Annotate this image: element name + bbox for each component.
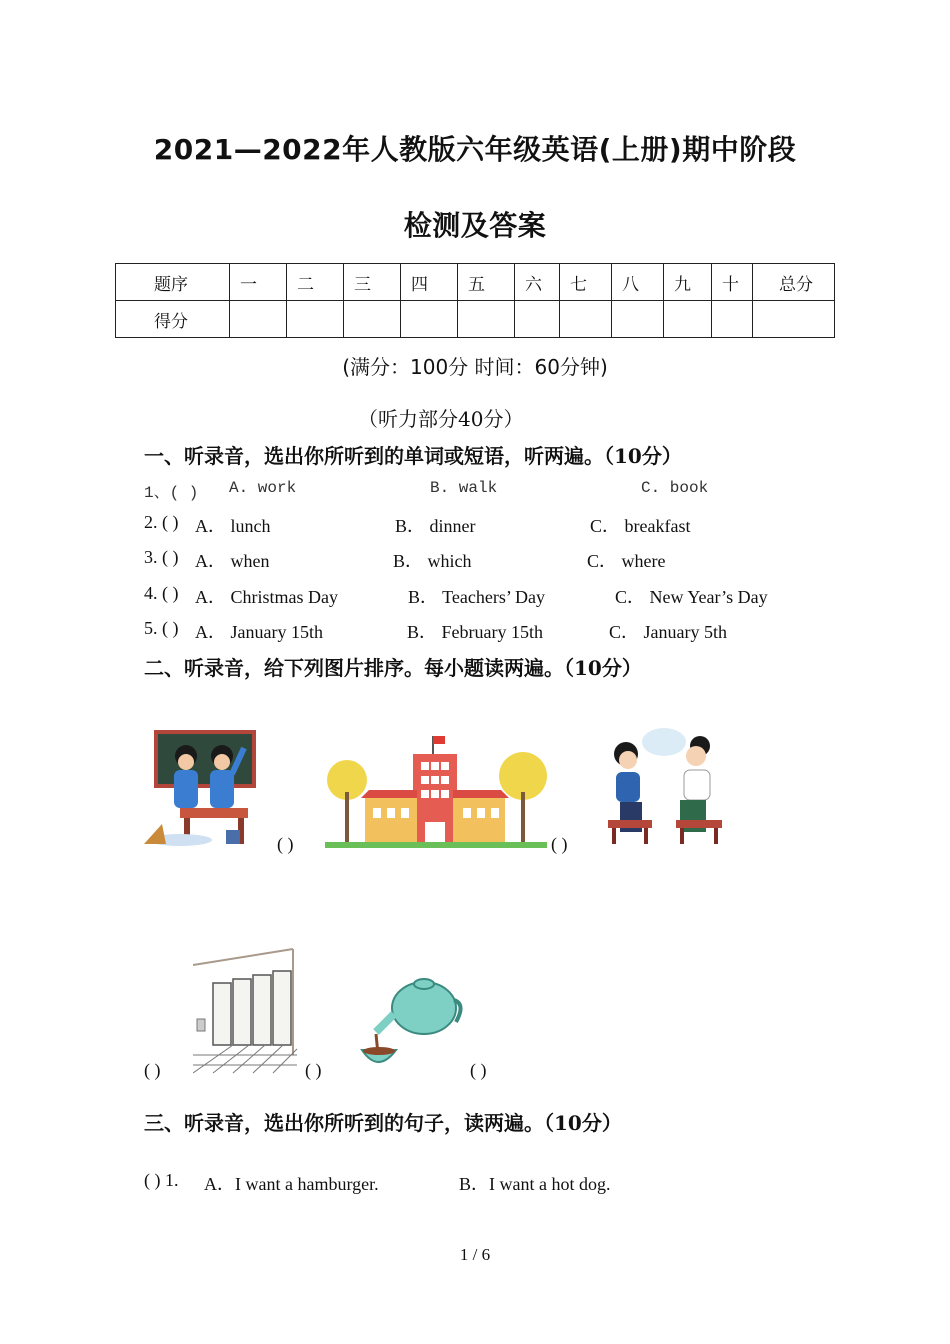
q2-number: 2. ( ) xyxy=(144,512,179,532)
score-cell xyxy=(753,301,835,338)
page-number: 1 / 6 xyxy=(459,1245,491,1264)
score-cell xyxy=(712,301,753,338)
score-cell xyxy=(401,301,458,338)
q3-option-b: B． which xyxy=(393,551,472,571)
header-cell: 一 xyxy=(230,264,287,301)
q1-option-c: C. book xyxy=(641,479,709,497)
q4-number: 4. ( ) xyxy=(144,583,179,603)
restroom-picture xyxy=(193,943,299,1077)
q1-number: 1、( ) xyxy=(144,484,199,502)
q4-option-a: A． Christmas Day xyxy=(195,587,338,607)
picture4-blank[interactable]: ( ) xyxy=(144,1060,161,1080)
score-cell xyxy=(612,301,664,338)
score-cell xyxy=(560,301,612,338)
cleaning-classroom-picture xyxy=(140,728,270,850)
q2-option-a: A． lunch xyxy=(195,516,271,536)
s3-q1-option-b: B．I want a hot dog. xyxy=(459,1174,611,1194)
score-cell xyxy=(344,301,401,338)
header-cell: 八 xyxy=(612,264,664,301)
section2-heading: 二、听录音，给下列图片排序。每小题读两遍。（10分） xyxy=(144,656,642,680)
q2-option-c: C． breakfast xyxy=(590,516,691,536)
score-cell xyxy=(230,301,287,338)
header-cell: 九 xyxy=(664,264,712,301)
picture5-blank[interactable]: ( ) xyxy=(305,1060,322,1080)
section3-heading: 三、听录音，选出你所听到的句子，读两遍。（10分） xyxy=(144,1111,622,1135)
header-cell: 题序 xyxy=(116,264,230,301)
page-title-line2: 检测及答案 xyxy=(403,209,547,242)
score-cell xyxy=(287,301,344,338)
header-cell: 六 xyxy=(515,264,560,301)
q3-option-c: C． where xyxy=(587,551,666,571)
header-cell: 二 xyxy=(287,264,344,301)
q1-option-a: A. work xyxy=(229,479,297,497)
q4-option-b: B． Teachers’ Day xyxy=(408,587,546,607)
teapot-picture xyxy=(358,970,466,1074)
q5-number: 5. ( ) xyxy=(144,618,179,638)
page-title-line1: 2021—2022年人教版六年级英语(上册)期中阶段 xyxy=(153,133,797,166)
score-table-header-row xyxy=(116,264,835,301)
q5-option-a: A． January 15th xyxy=(195,622,323,642)
score-table-row xyxy=(116,301,835,338)
header-cell: 五 xyxy=(458,264,515,301)
q1-option-b: B. walk xyxy=(430,479,498,497)
listening-label: （听力部分40分） xyxy=(358,407,524,431)
q4-option-c: C． New Year’s Day xyxy=(615,587,768,607)
header-cell: 四 xyxy=(401,264,458,301)
picture1-blank[interactable]: ( ) xyxy=(277,834,294,854)
header-cell: 七 xyxy=(560,264,612,301)
q2-option-b: B． dinner xyxy=(395,516,476,536)
score-cell xyxy=(515,301,560,338)
girls-chatting-picture xyxy=(604,724,726,848)
header-cell: 三 xyxy=(344,264,401,301)
q5-option-b: B． February 15th xyxy=(407,622,543,642)
q3-option-a: A． when xyxy=(195,551,270,571)
header-cell: 十 xyxy=(712,264,753,301)
s3-q1-option-a: A．I want a hamburger. xyxy=(204,1174,379,1194)
score-cell xyxy=(664,301,712,338)
q3-number: 3. ( ) xyxy=(144,547,179,567)
exam-meta: (满分：100分 时间：60分钟) xyxy=(342,355,608,379)
q5-option-c: C． January 5th xyxy=(609,622,727,642)
section1-heading: 一、听录音，选出你所听到的单词或短语，听两遍。（10分） xyxy=(144,444,682,468)
picture2-blank[interactable]: ( ) xyxy=(551,834,568,854)
s3-q1-number: ( ) 1. xyxy=(144,1170,179,1190)
row-label: 得分 xyxy=(116,301,230,338)
score-table xyxy=(115,263,835,338)
school-building-picture xyxy=(325,732,547,850)
picture6-blank[interactable]: ( ) xyxy=(470,1060,487,1080)
score-cell xyxy=(458,301,515,338)
header-cell: 总分 xyxy=(753,264,835,301)
